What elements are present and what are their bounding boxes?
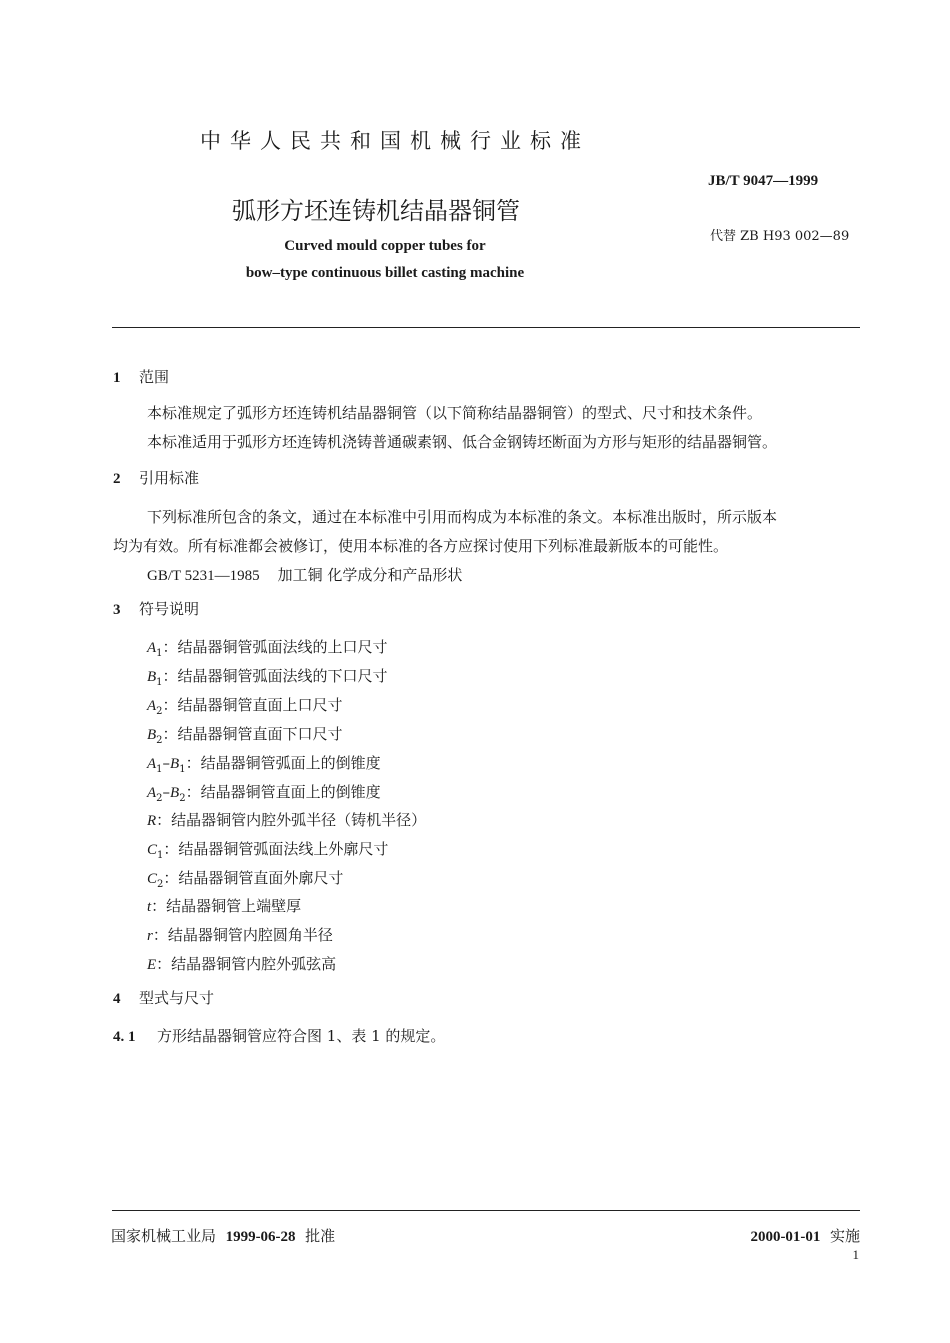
- effective-line: [750, 1225, 860, 1246]
- title-english-line2: bow–type continuous billet casting machine: [245, 265, 525, 281]
- section-4-heading: [113, 987, 214, 1008]
- symbol-item: r：结晶器铜管内腔圆角半径: [147, 926, 333, 944]
- approval-date: 1999-06-28: [225, 1229, 296, 1245]
- section-2-paragraph-line-1: 下列标准所包含的条文，通过在本标准中引用而构成为本标准的条文。本标准出版时，所示版本: [147, 508, 778, 526]
- symbol-item: E：结晶器铜管内腔外弧弦高: [147, 955, 337, 973]
- reference-code: GB/T 5231—1985: [147, 568, 260, 584]
- symbol-item: $A_1$：结晶器铜管弧面法线的上口尺寸: [147, 638, 388, 659]
- symbol-item: $A_1-B_1$：结晶器铜管弧面上的倒锥度: [147, 754, 381, 775]
- publisher-line: 中华人民共和国机械行业标准: [200, 129, 590, 153]
- title-english-line1: Curved mould copper tubes for: [284, 238, 486, 254]
- section-title: 范围: [139, 368, 170, 386]
- section-2-paragraph-line-2: 均为有效。所有标准都会被修订，使用本标准的各方应探讨使用下列标准最新版本的可能性。: [113, 537, 729, 555]
- reference-title: 加工铜 化学成分和产品形状: [277, 566, 463, 584]
- referenced-standard: [147, 564, 462, 585]
- symbol-item: t：结晶器铜管上端壁厚: [147, 897, 302, 915]
- section-title: 型式与尺寸: [139, 989, 215, 1007]
- section-1-paragraph-2: 本标准适用于弧形方坯连铸机浇铸普通碳素钢、低合金钢铸坯断面为方形与矩形的结晶器铜管。: [147, 433, 778, 451]
- section-number: 1: [113, 370, 121, 386]
- page-number: 1: [852, 1247, 859, 1262]
- section-3-heading: [113, 598, 199, 619]
- section-number: 2: [113, 471, 121, 487]
- section-2-heading: [113, 467, 199, 488]
- footer-divider: [112, 1210, 860, 1211]
- subsection-number: 4. 1: [113, 1029, 136, 1045]
- symbol-item: $C_2$：结晶器铜管直面外廓尺寸: [147, 869, 344, 890]
- symbol-item: $A_2-B_2$：结晶器铜管直面上的倒锥度: [147, 783, 381, 804]
- section-title: 符号说明: [139, 600, 200, 618]
- section-number: 3: [113, 602, 121, 618]
- symbol-item: $B_2$：结晶器铜管直面下口尺寸: [147, 725, 343, 746]
- subsection-4-1: [113, 1025, 445, 1046]
- subsection-text: 方形结晶器铜管应符合图 1、表 1 的规定。: [157, 1027, 446, 1045]
- header-divider: [112, 327, 860, 328]
- symbol-item: $C_1$：结晶器铜管弧面法线上外廓尺寸: [147, 840, 389, 861]
- section-1-paragraph-1: 本标准规定了弧形方坯连铸机结晶器铜管（以下简称结晶器铜管）的型式、尺寸和技术条件。: [147, 404, 763, 422]
- section-number: 4: [113, 991, 121, 1007]
- effective-label: 实施: [829, 1227, 860, 1245]
- standard-number: JB/T 9047—1999: [708, 173, 819, 189]
- issuer: 国家机械工业局: [111, 1227, 217, 1245]
- replaces-standard: 代替 ZB H93 002—89: [710, 229, 850, 244]
- approval-line: [111, 1225, 335, 1246]
- approval-label: 批准: [305, 1227, 336, 1245]
- symbol-item: $B_1$：结晶器铜管弧面法线的下口尺寸: [147, 667, 388, 688]
- effective-date: 2000-01-01: [750, 1229, 821, 1245]
- symbol-item: $A_2$：结晶器铜管直面上口尺寸: [147, 696, 343, 717]
- title-chinese: 弧形方坯连铸机结晶器铜管: [232, 197, 520, 225]
- symbol-item: R：结晶器铜管内腔外弧半径（铸机半径）: [147, 811, 427, 829]
- section-1-heading: [113, 366, 169, 387]
- section-title: 引用标准: [139, 469, 200, 487]
